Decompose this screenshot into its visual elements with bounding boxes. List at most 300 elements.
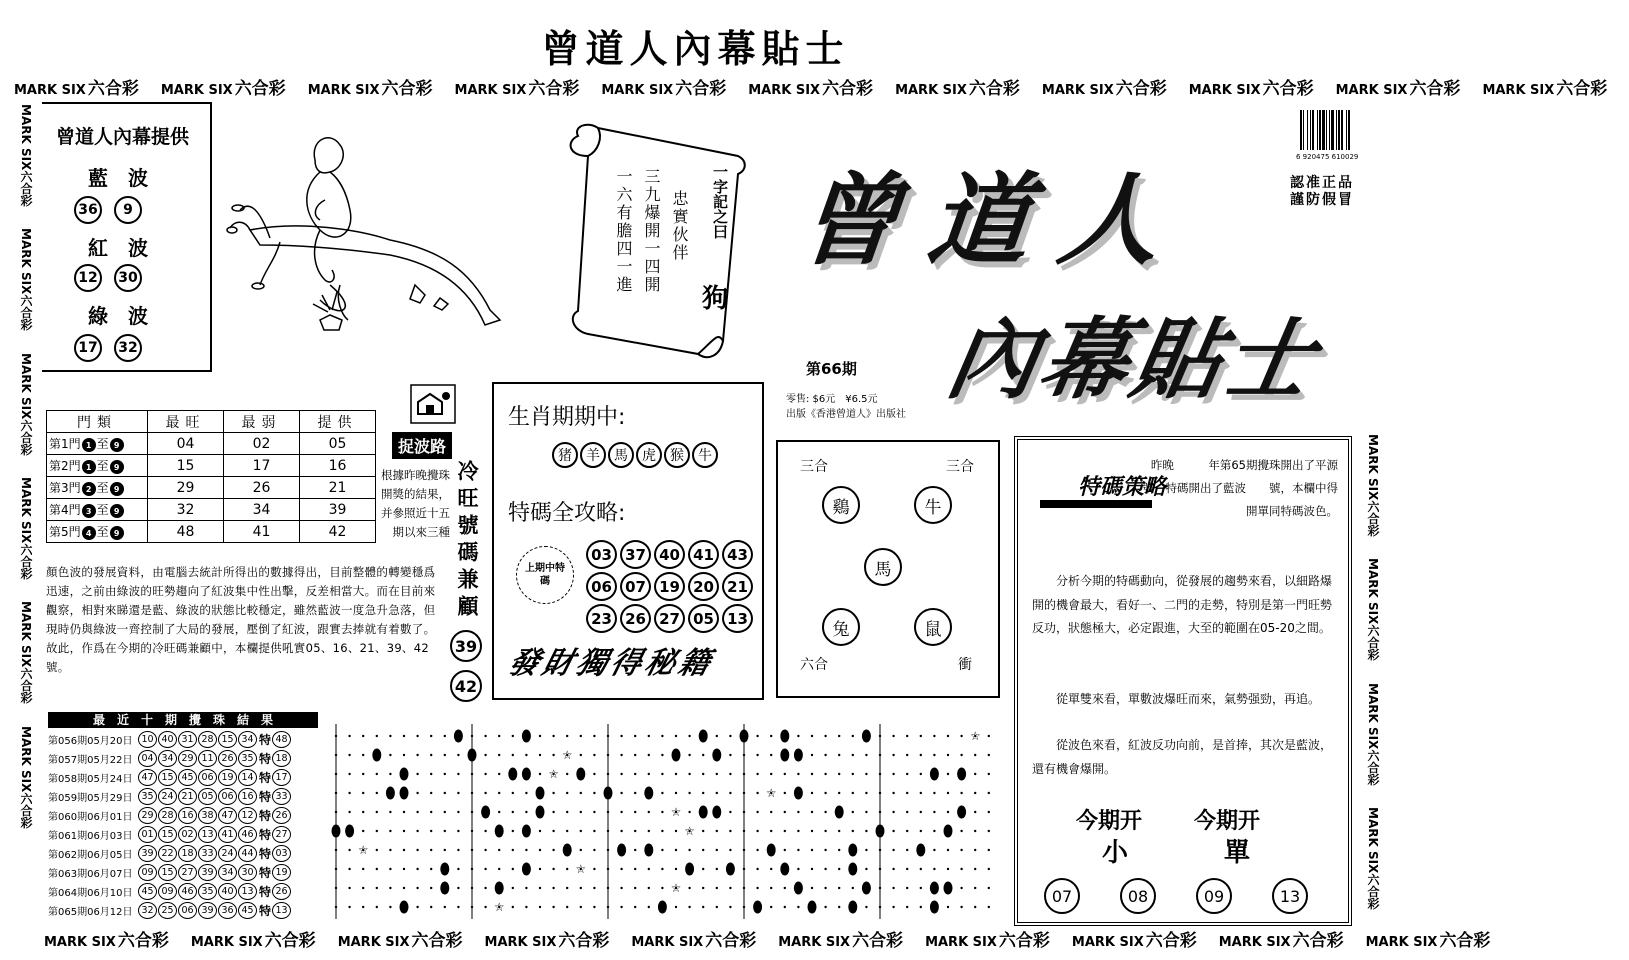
- grid-dot: [416, 811, 418, 813]
- grid-dot: [444, 792, 446, 794]
- banner-en: MARK SIX: [19, 601, 33, 668]
- logo-line-1: 曾道人: [792, 161, 1196, 279]
- grid-dot: [566, 906, 568, 908]
- banner-en: MARK SIX: [1366, 682, 1380, 749]
- open1-label: 今期开: [1076, 809, 1143, 834]
- draw-mark: [699, 806, 708, 819]
- banner-item: [925, 926, 1050, 951]
- special-num: 06: [586, 572, 617, 601]
- banner-en: MARK SIX: [44, 935, 116, 950]
- grid-dot: [716, 773, 718, 775]
- vertical-banner-item: [10, 104, 32, 206]
- special-label: 特: [259, 828, 272, 842]
- draw-mark: [794, 787, 803, 800]
- banner-en: MARK SIX: [1366, 434, 1380, 501]
- grid-dot: [552, 849, 554, 851]
- grid-dot: [838, 906, 840, 908]
- grid-dot: [348, 735, 350, 737]
- grid-dot: [988, 735, 990, 737]
- grid-dot: [484, 830, 486, 832]
- auth-line-2: 謹防假冒: [1290, 192, 1354, 208]
- grid-dot: [852, 830, 854, 832]
- gate-from: 1: [82, 460, 96, 474]
- grid-dot: [389, 754, 391, 756]
- results-list: [48, 730, 328, 920]
- grid-dot: [498, 754, 500, 756]
- right-vertical-banner: [1357, 434, 1379, 924]
- grid-dot: [552, 868, 554, 870]
- draw-num: 39: [138, 845, 157, 862]
- draw-num: 15: [158, 864, 177, 881]
- banner-zh: 六合彩: [705, 931, 757, 951]
- draw-num: 47: [138, 769, 157, 786]
- grid-dot: [811, 887, 813, 889]
- zodiac-animal: 牛: [692, 442, 718, 468]
- grid-dot: [620, 811, 622, 813]
- special-num: 41: [688, 540, 719, 569]
- draw-num: 16: [178, 807, 197, 824]
- banner-item: [778, 926, 903, 951]
- grid-dot: [607, 906, 609, 908]
- sanhe-animal: 兔: [822, 608, 860, 646]
- grid-dot: [770, 754, 772, 756]
- grid-dot: [716, 735, 718, 737]
- grid-dot: [335, 811, 337, 813]
- grid-dot: [593, 887, 595, 889]
- grid-dot: [430, 792, 432, 794]
- grid-dot: [770, 887, 772, 889]
- grid-dot: [376, 887, 378, 889]
- special-num: 05: [688, 604, 719, 633]
- grid-dot: [593, 792, 595, 794]
- gate-name: 第4門: [49, 502, 81, 517]
- grid-dot: [716, 906, 718, 908]
- special-star: ☆: [575, 862, 587, 876]
- grid-dot: [348, 849, 350, 851]
- grid-dot: [852, 811, 854, 813]
- grid-dot: [552, 811, 554, 813]
- grid-dot: [648, 868, 650, 870]
- grid-dot: [892, 773, 894, 775]
- grid-dot: [988, 887, 990, 889]
- grid-dot: [702, 887, 704, 889]
- draw-mark: [957, 768, 966, 781]
- gate-from: 3: [82, 504, 96, 518]
- grid-dot: [770, 830, 772, 832]
- draw-num: 06: [218, 788, 237, 805]
- grid-dot: [797, 906, 799, 908]
- grid-dot: [539, 906, 541, 908]
- grid-dot: [716, 792, 718, 794]
- draw-num: 15: [218, 731, 237, 748]
- grid-dot: [865, 849, 867, 851]
- grid-dot: [634, 754, 636, 756]
- grid-dot: [743, 887, 745, 889]
- banner-zh: 六合彩: [19, 418, 33, 455]
- grid-dot: [879, 849, 881, 851]
- grid-dot: [389, 887, 391, 889]
- banner-zh: 六合彩: [675, 79, 727, 99]
- draw-num: 46: [238, 826, 257, 843]
- red-num: 12: [74, 264, 102, 292]
- grid-dot: [634, 830, 636, 832]
- zodiac-title: 生肖期期中:: [508, 405, 626, 430]
- grid-dot: [471, 906, 473, 908]
- grid-dot: [852, 754, 854, 756]
- banner-item: [1072, 926, 1197, 951]
- grid-dot: [620, 830, 622, 832]
- grid-dot: [920, 811, 922, 813]
- grid-dot: [974, 811, 976, 813]
- grid-dot: [824, 811, 826, 813]
- grid-dot: [444, 811, 446, 813]
- grid-dot: [865, 830, 867, 832]
- vertical-banner-item: [10, 228, 32, 330]
- grid-dot: [362, 773, 364, 775]
- banner-en: MARK SIX: [19, 228, 33, 295]
- green-wave-label: 綠 波: [88, 304, 148, 328]
- draw-mark: [644, 844, 653, 857]
- gate-max: 48: [148, 521, 224, 543]
- grid-dot: [471, 811, 473, 813]
- draw-mark: [848, 844, 857, 857]
- grid-dot: [430, 830, 432, 832]
- grid-dot: [416, 754, 418, 756]
- draw-num: 24: [218, 845, 237, 862]
- grid-dot: [947, 906, 949, 908]
- grid-dot: [661, 811, 663, 813]
- banner-zh: 六合彩: [558, 931, 610, 951]
- gate-min: 41: [224, 521, 300, 543]
- draw-label: 第057期05月22日: [48, 755, 133, 766]
- vertical-banner-item: [10, 601, 32, 703]
- grid-dot: [729, 906, 731, 908]
- grid-dot: [838, 868, 840, 870]
- grid-dot: [539, 887, 541, 889]
- draw-num: 16: [238, 788, 257, 805]
- grid-dot: [906, 830, 908, 832]
- results-title: 最 近 十 期 攪 珠 結 果: [48, 712, 318, 728]
- draw-num: 01: [138, 826, 157, 843]
- grid-dot: [824, 735, 826, 737]
- grid-dot: [988, 754, 990, 756]
- gate-to-label: 至: [96, 436, 109, 451]
- grid-dot: [484, 735, 486, 737]
- banner-item: [485, 926, 610, 951]
- grid-dot: [906, 754, 908, 756]
- grid-dot: [620, 792, 622, 794]
- draw-mark: [957, 806, 966, 819]
- draw-mark: [685, 863, 694, 876]
- strategy-num: 13: [1272, 878, 1308, 914]
- grid-dot: [729, 754, 731, 756]
- draw-num: 38: [198, 807, 217, 824]
- grid-dot: [892, 868, 894, 870]
- draw-mark: [753, 901, 762, 914]
- strategy-p2: 分析今期的特碼動向，從發展的趨勢來看，以細路爆開的機會最大，看好一、二門的走勢，特別是第一門旺勢反功，狀態極大，必定跟進，大至的範圍在05-20之間。: [1032, 574, 1333, 635]
- gate-header: 門類: [47, 411, 148, 433]
- draw-num: 11: [198, 750, 217, 767]
- grid-dot: [675, 868, 677, 870]
- grid-dot: [729, 735, 731, 737]
- grid-dot: [920, 906, 922, 908]
- draw-mark: [930, 768, 939, 781]
- draw-mark: [712, 806, 721, 819]
- grid-dot: [362, 754, 364, 756]
- gate-to: 9: [110, 438, 124, 452]
- grid-dot: [988, 906, 990, 908]
- gate-to: 9: [110, 460, 124, 474]
- draw-special: 13: [272, 902, 291, 919]
- banner-en: MARK SIX: [14, 83, 86, 98]
- grid-dot: [498, 849, 500, 851]
- grid-dot: [988, 811, 990, 813]
- grid-dot: [634, 792, 636, 794]
- red-num: 30: [114, 264, 142, 292]
- grid-dot: [933, 830, 935, 832]
- draw-num: 45: [178, 769, 197, 786]
- grid-dot: [661, 849, 663, 851]
- grid-dot: [539, 754, 541, 756]
- draw-mark: [780, 749, 789, 762]
- draw-num: 44: [238, 845, 257, 862]
- banner-en: MARK SIX: [19, 352, 33, 419]
- grid-dot: [430, 735, 432, 737]
- draw-mark: [400, 787, 409, 800]
- grid-dot: [593, 754, 595, 756]
- gate-give: 42: [300, 521, 376, 543]
- scroll-line-1: 忠實伙伴: [670, 190, 689, 262]
- special-star: ☆: [493, 900, 505, 914]
- grid-dot: [661, 868, 663, 870]
- grid-dot: [960, 735, 962, 737]
- special-title: 特碼全攻略:: [508, 501, 626, 526]
- banner-item: [44, 926, 169, 951]
- results-row: [48, 768, 328, 787]
- banner-item: [748, 74, 873, 99]
- grid-dot: [648, 754, 650, 756]
- stamp-text: 上期中特碼: [525, 563, 565, 587]
- results-row: [48, 730, 328, 749]
- grid-dot: [716, 887, 718, 889]
- grid-dot: [675, 906, 677, 908]
- draw-num: 46: [178, 883, 197, 900]
- open2-value: 單: [1224, 838, 1251, 868]
- grid-dot: [648, 906, 650, 908]
- grid-dot: [335, 792, 337, 794]
- gate-give: 39: [300, 499, 376, 521]
- grid-dot: [457, 792, 459, 794]
- grid-dot: [797, 773, 799, 775]
- grid-dot: [784, 773, 786, 775]
- grid-dot: [988, 792, 990, 794]
- grid-dot: [729, 792, 731, 794]
- blue-num: 9: [114, 196, 142, 224]
- grid-dot: [661, 773, 663, 775]
- grid-dot: [811, 849, 813, 851]
- zhuobo-vertical: 冷旺號碼兼顧: [455, 460, 479, 622]
- draw-mark: [508, 768, 517, 781]
- special-num: 43: [722, 540, 753, 569]
- special-star: ☆: [357, 843, 369, 857]
- gate-row: [47, 499, 376, 521]
- grid-dot: [444, 735, 446, 737]
- grid-dot: [743, 811, 745, 813]
- grid-dot: [416, 773, 418, 775]
- draw-mark: [372, 749, 381, 762]
- grid-dot: [756, 773, 758, 775]
- grid-dot: [335, 735, 337, 737]
- grid-dot: [335, 906, 337, 908]
- banner-zh: 六合彩: [19, 543, 33, 580]
- grid-dot: [688, 754, 690, 756]
- grid-dot: [661, 887, 663, 889]
- barcode: [1300, 110, 1372, 150]
- draw-num: 34: [218, 864, 237, 881]
- grid-dot: [688, 849, 690, 851]
- draw-num: 28: [158, 807, 177, 824]
- vertical-banner-item: [10, 477, 32, 579]
- special-star: ☆: [548, 767, 559, 781]
- grid-dot: [552, 830, 554, 832]
- grid-dot: [416, 792, 418, 794]
- grid-dot: [634, 849, 636, 851]
- grid-dot: [471, 773, 473, 775]
- draw-special: 48: [272, 731, 291, 748]
- gate-give: 05: [300, 433, 376, 455]
- grid-dot: [865, 811, 867, 813]
- sanhe-tr: 三合: [946, 459, 974, 475]
- grid-dot: [580, 811, 582, 813]
- draw-num: 29: [138, 807, 157, 824]
- grid-dot: [974, 849, 976, 851]
- grid-dot: [824, 792, 826, 794]
- grid-dot: [416, 868, 418, 870]
- zodiac-animal: 羊: [580, 442, 606, 468]
- grid-dot: [389, 811, 391, 813]
- draw-num: 32: [138, 902, 157, 919]
- zhuobo-body: 顏色波的發展資料，由電腦去統計所得出的數據得出，目前整體的轉變穩爲迅速，之前由綠波的旺勢趨向了紅波集中性出擊，反差相當大。而在目前來觀察，相對來睇還是藍、綠波的狀態比較穩定，雖然藍波一度急升急落，但現時仍與綠波一齊控制了大局的發展，壓倒了紅波，跟實去捧就有着數了。故此，作爲在今期的冷旺碼兼顧中，本欄提供吼實05、16、21、39、42號。: [46, 565, 436, 674]
- draw-num: 26: [218, 750, 237, 767]
- banner-en: MARK SIX: [631, 935, 704, 950]
- grid-dot: [607, 773, 609, 775]
- special-star: ☆: [561, 748, 573, 762]
- draw-mark: [726, 863, 735, 876]
- grid-dot: [974, 773, 976, 775]
- grid-dot: [974, 906, 976, 908]
- grid-dot: [906, 906, 908, 908]
- grid-dot: [444, 754, 446, 756]
- zhuobo-title: 捉波路: [392, 432, 452, 459]
- grid-dot: [552, 887, 554, 889]
- grid-dot: [362, 811, 364, 813]
- sanhe-animal: 鼠: [914, 608, 952, 646]
- grid-dot: [348, 792, 350, 794]
- grid-dot: [525, 906, 527, 908]
- grid-dot: [743, 849, 745, 851]
- grid-dot: [389, 735, 391, 737]
- draw-special: 27: [272, 826, 291, 843]
- grid-dot: [988, 849, 990, 851]
- grid-dot: [348, 811, 350, 813]
- grid-dot: [797, 735, 799, 737]
- banner-en: MARK SIX: [895, 83, 967, 98]
- banner-item: [161, 74, 286, 99]
- grid-dot: [348, 773, 350, 775]
- special-num: 40: [654, 540, 685, 569]
- gate-give: 21: [300, 477, 376, 499]
- draw-mark: [522, 768, 531, 781]
- draw-mark: [780, 863, 789, 876]
- grid-dot: [947, 735, 949, 737]
- draw-num: 29: [178, 750, 197, 767]
- draw-num: 15: [158, 826, 177, 843]
- banner-en: MARK SIX: [601, 83, 674, 98]
- grid-dot: [743, 830, 745, 832]
- gate-row: [47, 433, 376, 455]
- grid-dot: [729, 830, 731, 832]
- grid-dot: [838, 735, 840, 737]
- grid-dot: [376, 735, 378, 737]
- draw-mark: [522, 825, 531, 838]
- grid-dot: [376, 868, 378, 870]
- gate-from: 4: [82, 526, 96, 540]
- grid-dot: [566, 811, 568, 813]
- draw-mark: [386, 787, 395, 800]
- banner-zh: 六合彩: [968, 79, 1020, 99]
- banner-zh: 六合彩: [1366, 624, 1380, 661]
- grid-dot: [580, 792, 582, 794]
- grid-dot: [661, 830, 663, 832]
- grid-dot: [947, 811, 949, 813]
- banner-en: MARK SIX: [1365, 935, 1438, 950]
- grid-dot: [593, 830, 595, 832]
- grid-dot: [811, 735, 813, 737]
- draw-num: 27: [178, 864, 197, 881]
- draw-num: 14: [238, 769, 257, 786]
- publisher: 出版《香港曾道人》出版社: [786, 409, 906, 420]
- grid-dot: [933, 792, 935, 794]
- grid-dot: [852, 792, 854, 794]
- draw-label: 第060期06月01日: [48, 812, 133, 823]
- grid-dot: [920, 792, 922, 794]
- grid-dot: [824, 868, 826, 870]
- draw-num: 40: [158, 731, 177, 748]
- draw-num: 19: [218, 769, 237, 786]
- grid-dot: [920, 830, 922, 832]
- grid-dot: [607, 868, 609, 870]
- scroll-line-2: 三九爆開一四開: [642, 168, 661, 294]
- color-wave-panel: [42, 102, 212, 372]
- grid-dot: [784, 849, 786, 851]
- zhuobo-side-text: 根據昨晚攪珠開獎的結果，并參照近十五期以來三種: [381, 468, 450, 539]
- sanhe-br: 衝: [958, 657, 972, 673]
- vertical-banner-item: [1357, 558, 1379, 660]
- grid-dot: [348, 887, 350, 889]
- grid-dot: [784, 830, 786, 832]
- banner-item: [601, 74, 726, 99]
- gate-min: 34: [224, 499, 300, 521]
- grid-dot: [512, 849, 514, 851]
- grid-dot: [512, 811, 514, 813]
- grid-dot: [484, 887, 486, 889]
- draw-num: 06: [178, 902, 197, 919]
- grid-dot: [702, 792, 704, 794]
- special-label: 特: [259, 904, 272, 918]
- zodiac-box: [492, 382, 764, 700]
- zodiac-animal: 馬: [608, 442, 634, 468]
- grid-dot: [947, 792, 949, 794]
